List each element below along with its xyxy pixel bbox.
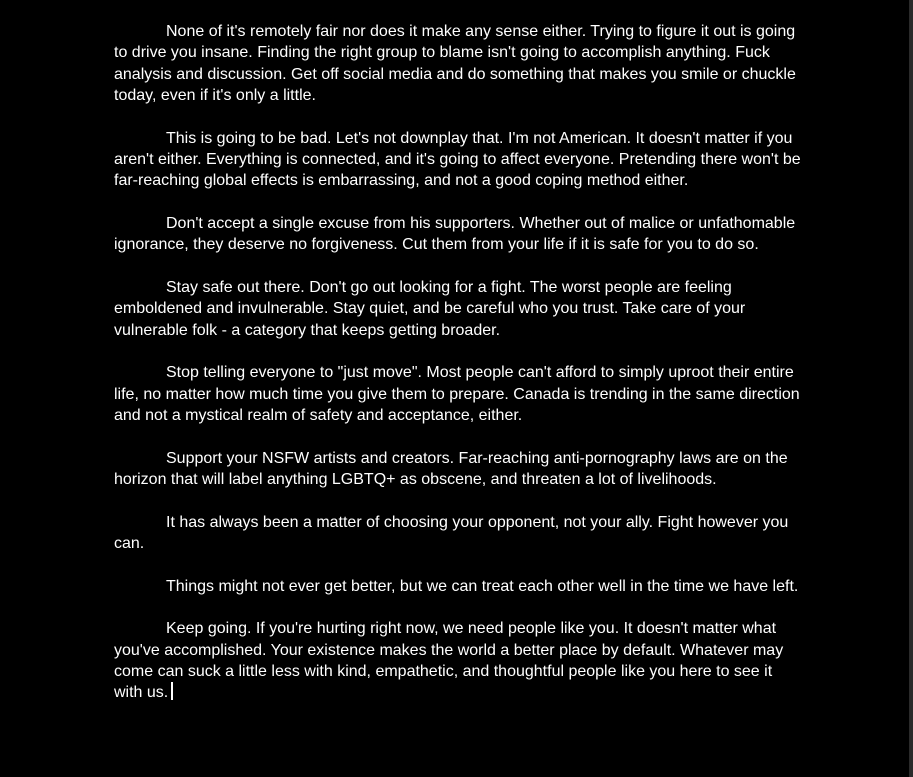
paragraph-7: It has always been a matter of choosing your opponent, not your ally. Fight however you can. (114, 513, 789, 552)
text-cursor (171, 682, 173, 700)
paragraph-6: Support your NSFW artists and creators. Far-reaching anti-pornography laws are on the horizon that will label anything LGBTQ+ as obscene, and threaten a lot of livelihoods. (114, 449, 788, 488)
paragraph-9 (114, 618, 804, 703)
paragraph-4: Stay safe out there. Don't go out looking for a fight. The worst people are feeling emboldened and invulnerable. Stay quiet, and be careful who you trust. Take care of your vulnerable folk - a category that keeps getting broader. (114, 278, 746, 339)
paragraph-8: Things might not ever get better, but we can treat each other well in the time we have left. (166, 577, 799, 595)
document-body[interactable] (114, 21, 804, 704)
paragraph-1: None of it's remotely fair nor does it make any sense either. Trying to figure it out is going to drive you insane. Finding the right group to blame isn't going to accomplish anything. Fuck analysis and discussion. Get off social media and do something that makes you smile or chuckle today, even if it's only a little. (114, 23, 796, 104)
window-edge (909, 0, 913, 777)
paragraph-9-text: Keep going. If you're hurting right now, we need people like you. It doesn't matter what you've accomplished. Your existence makes the world a better place by default. Whatever may come can suck a little less with kind, empathetic, and thoughtful people like you here to see it with us. (114, 620, 784, 702)
paragraph-5: Stop telling everyone to "just move". Most people can't afford to simply uproot their entire life, no matter how much time you give them to prepare. Canada is trending in the same direction and not a mystical realm of safety and acceptance, either. (114, 364, 800, 424)
paragraph-2: This is going to be bad. Let's not downplay that. I'm not American. It doesn't matter if you aren't either. Everything is connected, and it's going to affect everyone. Pretending there won't be far-reaching global effects is embarrassing, and not a good coping method either. (114, 129, 801, 190)
paragraph-3: Don't accept a single excuse from his supporters. Whether out of malice or unfathomable ignorance, they deserve no forgiveness. Cut them from your life if it is safe for you to do so. (114, 214, 796, 254)
